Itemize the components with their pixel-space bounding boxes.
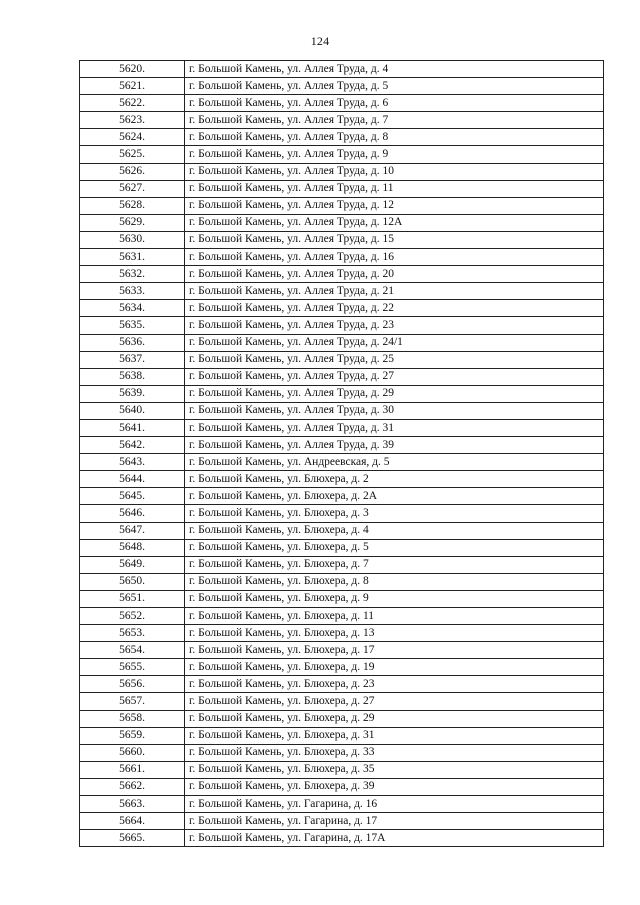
- address-cell: г. Большой Камень, ул. Блюхера, д. 2А: [185, 488, 604, 505]
- address-cell: г. Большой Камень, ул. Аллея Труда, д. 22: [185, 300, 604, 317]
- address-cell: г. Большой Камень, ул. Блюхера, д. 23: [185, 676, 604, 693]
- address-cell: г. Большой Камень, ул. Блюхера, д. 29: [185, 710, 604, 727]
- row-number-cell: 5626.: [80, 163, 185, 180]
- address-cell: г. Большой Камень, ул. Блюхера, д. 5: [185, 539, 604, 556]
- address-cell: г. Большой Камень, ул. Аллея Труда, д. 23: [185, 317, 604, 334]
- row-number-cell: 5655.: [80, 659, 185, 676]
- table-row: [80, 351, 604, 368]
- address-cell: г. Большой Камень, ул. Аллея Труда, д. 21: [185, 283, 604, 300]
- row-number-cell: 5661.: [80, 761, 185, 778]
- row-number-cell: 5627.: [80, 180, 185, 197]
- table-row: [80, 95, 604, 112]
- table-row: [80, 334, 604, 351]
- address-cell: г. Большой Камень, ул. Блюхера, д. 19: [185, 659, 604, 676]
- row-number-cell: 5632.: [80, 266, 185, 283]
- table-row: [80, 813, 604, 830]
- table-row: [80, 437, 604, 454]
- row-number-cell: 5639.: [80, 385, 185, 402]
- table-row: [80, 317, 604, 334]
- address-cell: г. Большой Камень, ул. Аллея Труда, д. 5: [185, 78, 604, 95]
- address-table: [79, 60, 604, 847]
- address-cell: г. Большой Камень, ул. Аллея Труда, д. 8: [185, 129, 604, 146]
- row-number-cell: 5636.: [80, 334, 185, 351]
- address-cell: г. Большой Камень, ул. Аллея Труда, д. 7: [185, 112, 604, 129]
- row-number-cell: 5646.: [80, 505, 185, 522]
- table-row: [80, 266, 604, 283]
- address-cell: г. Большой Камень, ул. Блюхера, д. 3: [185, 505, 604, 522]
- row-number-cell: 5622.: [80, 95, 185, 112]
- row-number-cell: 5650.: [80, 573, 185, 590]
- address-cell: г. Большой Камень, ул. Аллея Труда, д. 15: [185, 231, 604, 248]
- row-number-cell: 5652.: [80, 608, 185, 625]
- row-number-cell: 5658.: [80, 710, 185, 727]
- row-number-cell: 5630.: [80, 231, 185, 248]
- table-row: [80, 556, 604, 573]
- address-cell: г. Большой Камень, ул. Аллея Труда, д. 31: [185, 419, 604, 436]
- table-row: [80, 573, 604, 590]
- table-row: [80, 471, 604, 488]
- row-number-cell: 5656.: [80, 676, 185, 693]
- table-row: [80, 642, 604, 659]
- row-number-cell: 5663.: [80, 796, 185, 813]
- table-row: [80, 539, 604, 556]
- address-cell: г. Большой Камень, ул. Аллея Труда, д. 30: [185, 402, 604, 419]
- table-row: [80, 676, 604, 693]
- address-cell: г. Большой Камень, ул. Аллея Труда, д. 11: [185, 180, 604, 197]
- address-cell: г. Большой Камень, ул. Аллея Труда, д. 29: [185, 385, 604, 402]
- table-row: [80, 368, 604, 385]
- table-row: [80, 249, 604, 266]
- address-cell: г. Большой Камень, ул. Блюхера, д. 35: [185, 761, 604, 778]
- table-row: [80, 78, 604, 95]
- address-cell: г. Большой Камень, ул. Блюхера, д. 27: [185, 693, 604, 710]
- address-cell: г. Большой Камень, ул. Андреевская, д. 5: [185, 454, 604, 471]
- address-cell: г. Большой Камень, ул. Аллея Труда, д. 9: [185, 146, 604, 163]
- table-row: [80, 727, 604, 744]
- row-number-cell: 5638.: [80, 368, 185, 385]
- table-row: [80, 385, 604, 402]
- address-cell: г. Большой Камень, ул. Блюхера, д. 13: [185, 625, 604, 642]
- address-cell: г. Большой Камень, ул. Аллея Труда, д. 16: [185, 249, 604, 266]
- table-row: [80, 419, 604, 436]
- row-number-cell: 5642.: [80, 437, 185, 454]
- row-number-cell: 5635.: [80, 317, 185, 334]
- row-number-cell: 5641.: [80, 419, 185, 436]
- table-row: [80, 796, 604, 813]
- row-number-cell: 5620.: [80, 61, 185, 78]
- address-cell: г. Большой Камень, ул. Блюхера, д. 39: [185, 778, 604, 795]
- address-cell: г. Большой Камень, ул. Блюхера, д. 33: [185, 744, 604, 761]
- row-number-cell: 5643.: [80, 454, 185, 471]
- table-row: [80, 488, 604, 505]
- address-cell: г. Большой Камень, ул. Аллея Труда, д. 4: [185, 61, 604, 78]
- table-row: [80, 163, 604, 180]
- row-number-cell: 5647.: [80, 522, 185, 539]
- address-cell: г. Большой Камень, ул. Аллея Труда, д. 27: [185, 368, 604, 385]
- table-row: [80, 146, 604, 163]
- table-row: [80, 608, 604, 625]
- address-table-body: [80, 61, 604, 847]
- table-row: [80, 693, 604, 710]
- table-row: [80, 454, 604, 471]
- address-cell: г. Большой Камень, ул. Аллея Труда, д. 24/1: [185, 334, 604, 351]
- row-number-cell: 5653.: [80, 625, 185, 642]
- address-cell: г. Большой Камень, ул. Блюхера, д. 9: [185, 590, 604, 607]
- table-row: [80, 710, 604, 727]
- address-cell: г. Большой Камень, ул. Блюхера, д. 31: [185, 727, 604, 744]
- row-number-cell: 5645.: [80, 488, 185, 505]
- table-row: [80, 214, 604, 231]
- row-number-cell: 5651.: [80, 590, 185, 607]
- row-number-cell: 5634.: [80, 300, 185, 317]
- table-row: [80, 129, 604, 146]
- row-number-cell: 5624.: [80, 129, 185, 146]
- row-number-cell: 5648.: [80, 539, 185, 556]
- table-row: [80, 197, 604, 214]
- row-number-cell: 5665.: [80, 830, 185, 847]
- address-cell: г. Большой Камень, ул. Аллея Труда, д. 10: [185, 163, 604, 180]
- row-number-cell: 5628.: [80, 197, 185, 214]
- table-row: [80, 830, 604, 847]
- address-cell: г. Большой Камень, ул. Блюхера, д. 17: [185, 642, 604, 659]
- row-number-cell: 5664.: [80, 813, 185, 830]
- table-row: [80, 231, 604, 248]
- address-cell: г. Большой Камень, ул. Аллея Труда, д. 6: [185, 95, 604, 112]
- address-cell: г. Большой Камень, ул. Аллея Труда, д. 12А: [185, 214, 604, 231]
- address-cell: г. Большой Камень, ул. Блюхера, д. 11: [185, 608, 604, 625]
- table-row: [80, 522, 604, 539]
- table-row: [80, 659, 604, 676]
- address-cell: г. Большой Камень, ул. Гагарина, д. 17А: [185, 830, 604, 847]
- table-row: [80, 761, 604, 778]
- address-cell: г. Большой Камень, ул. Аллея Труда, д. 20: [185, 266, 604, 283]
- row-number-cell: 5644.: [80, 471, 185, 488]
- table-row: [80, 180, 604, 197]
- address-cell: г. Большой Камень, ул. Блюхера, д. 8: [185, 573, 604, 590]
- address-cell: г. Большой Камень, ул. Гагарина, д. 16: [185, 796, 604, 813]
- table-row: [80, 402, 604, 419]
- row-number-cell: 5621.: [80, 78, 185, 95]
- row-number-cell: 5660.: [80, 744, 185, 761]
- page-number: 124: [310, 34, 330, 48]
- table-row: [80, 300, 604, 317]
- address-cell: г. Большой Камень, ул. Аллея Труда, д. 25: [185, 351, 604, 368]
- row-number-cell: 5654.: [80, 642, 185, 659]
- address-cell: г. Большой Камень, ул. Блюхера, д. 2: [185, 471, 604, 488]
- row-number-cell: 5631.: [80, 249, 185, 266]
- address-cell: г. Большой Камень, ул. Аллея Труда, д. 12: [185, 197, 604, 214]
- address-cell: г. Большой Камень, ул. Блюхера, д. 4: [185, 522, 604, 539]
- table-row: [80, 778, 604, 795]
- table-row: [80, 283, 604, 300]
- table-row: [80, 744, 604, 761]
- row-number-cell: 5657.: [80, 693, 185, 710]
- row-number-cell: 5649.: [80, 556, 185, 573]
- row-number-cell: 5637.: [80, 351, 185, 368]
- row-number-cell: 5640.: [80, 402, 185, 419]
- address-cell: г. Большой Камень, ул. Аллея Труда, д. 39: [185, 437, 604, 454]
- address-cell: г. Большой Камень, ул. Блюхера, д. 7: [185, 556, 604, 573]
- table-row: [80, 590, 604, 607]
- address-cell: г. Большой Камень, ул. Гагарина, д. 17: [185, 813, 604, 830]
- table-row: [80, 61, 604, 78]
- row-number-cell: 5625.: [80, 146, 185, 163]
- table-row: [80, 112, 604, 129]
- row-number-cell: 5662.: [80, 778, 185, 795]
- row-number-cell: 5629.: [80, 214, 185, 231]
- table-row: [80, 625, 604, 642]
- table-row: [80, 505, 604, 522]
- row-number-cell: 5633.: [80, 283, 185, 300]
- row-number-cell: 5623.: [80, 112, 185, 129]
- row-number-cell: 5659.: [80, 727, 185, 744]
